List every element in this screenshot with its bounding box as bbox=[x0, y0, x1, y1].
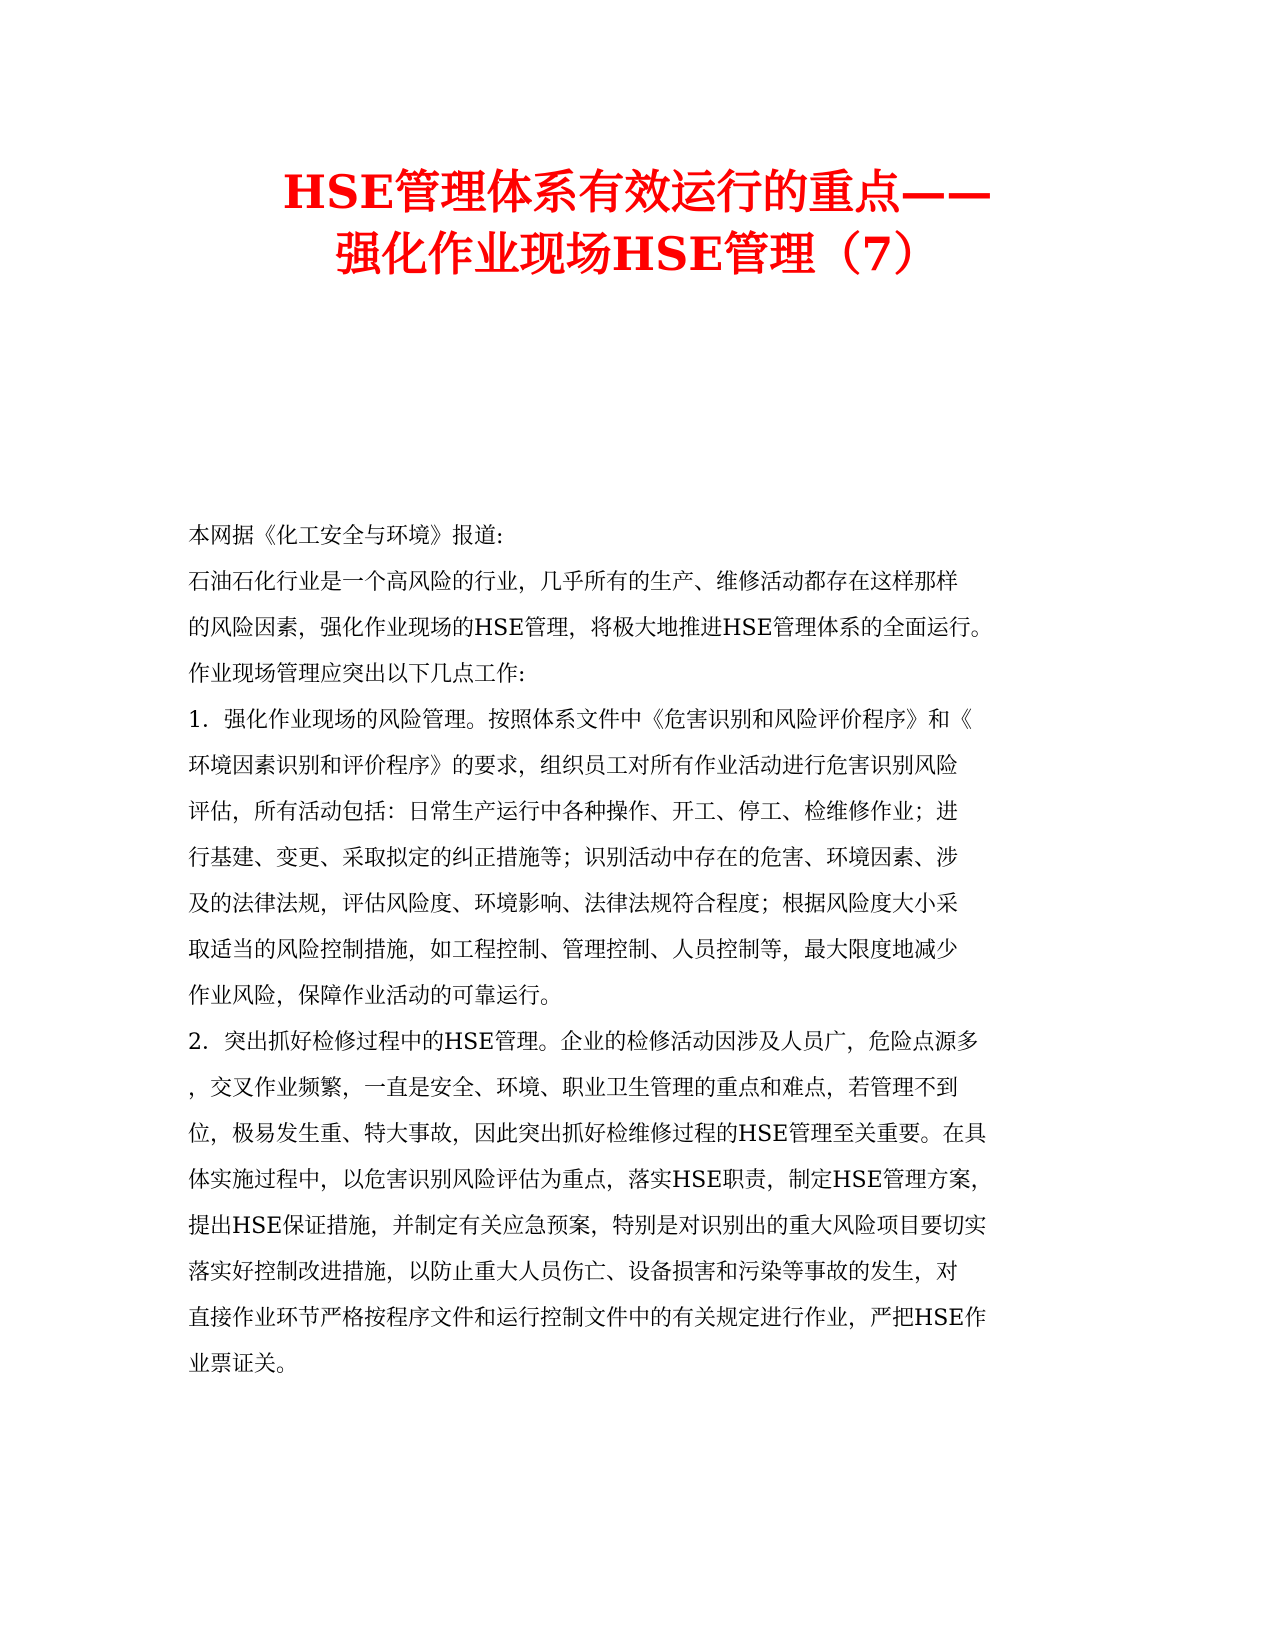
body-line: 位，极易发生重、特大事故，因此突出抓好检维修过程的HSE管理至关重要。在具 bbox=[188, 1122, 987, 1147]
body-line-source: 本网据《化工安全与环境》报道: bbox=[188, 524, 504, 549]
body-line: 提出HSE保证措施，并制定有关应急预案，特别是对识别出的重大风险项目要切实 bbox=[188, 1214, 987, 1239]
body-line: 评估，所有活动包括：日常生产运行中各种操作、开工、停工、检维修作业；进 bbox=[188, 800, 959, 825]
body-line: ，交叉作业频繁，一直是安全、环境、职业卫生管理的重点和难点，若管理不到 bbox=[188, 1076, 959, 1101]
body-line-item-1: 1．强化作业现场的风险管理。按照体系文件中《危害识别和风险评价程序》和《 bbox=[188, 708, 972, 733]
body-line: 及的法律法规，评估风险度、环境影响、法律法规符合程度；根据风险度大小采 bbox=[188, 892, 959, 917]
body-line-item-2: 2．突出抓好检修过程中的HSE管理。企业的检修活动因涉及人员广，危险点源多 bbox=[188, 1030, 979, 1055]
body-line: 行基建、变更、采取拟定的纠正措施等；识别活动中存在的危害、环境因素、涉 bbox=[188, 846, 959, 871]
body-line: 作业风险，保障作业活动的可靠运行。 bbox=[188, 984, 563, 1009]
document-title-line-2: 强化作业现场HSE管理（7） bbox=[335, 227, 940, 281]
body-line: 落实好控制改进措施，以防止重大人员伤亡、设备损害和污染等事故的发生，对 bbox=[188, 1260, 959, 1285]
body-line: 取适当的风险控制措施，如工程控制、管理控制、人员控制等，最大限度地减少 bbox=[188, 938, 959, 963]
body-line: 环境因素识别和评价程序》的要求，组织员工对所有作业活动进行危害识别风险 bbox=[188, 754, 959, 779]
document-title-line-1: HSE管理体系有效运行的重点—— bbox=[282, 165, 993, 219]
body-line: 体实施过程中，以危害识别风险评估为重点，落实HSE职责，制定HSE管理方案， bbox=[188, 1168, 993, 1193]
body-line: 的风险因素，强化作业现场的HSE管理，将极大地推进HSE管理体系的全面运行。 bbox=[188, 616, 993, 641]
body-line: 直接作业环节严格按程序文件和运行控制文件中的有关规定进行作业，严把HSE作 bbox=[188, 1306, 987, 1331]
body-line: 作业现场管理应突出以下几点工作: bbox=[188, 662, 526, 687]
body-line: 业票证关。 bbox=[188, 1352, 299, 1377]
body-line: 石油石化行业是一个高风险的行业，几乎所有的生产、维修活动都存在这样那样 bbox=[188, 570, 959, 595]
